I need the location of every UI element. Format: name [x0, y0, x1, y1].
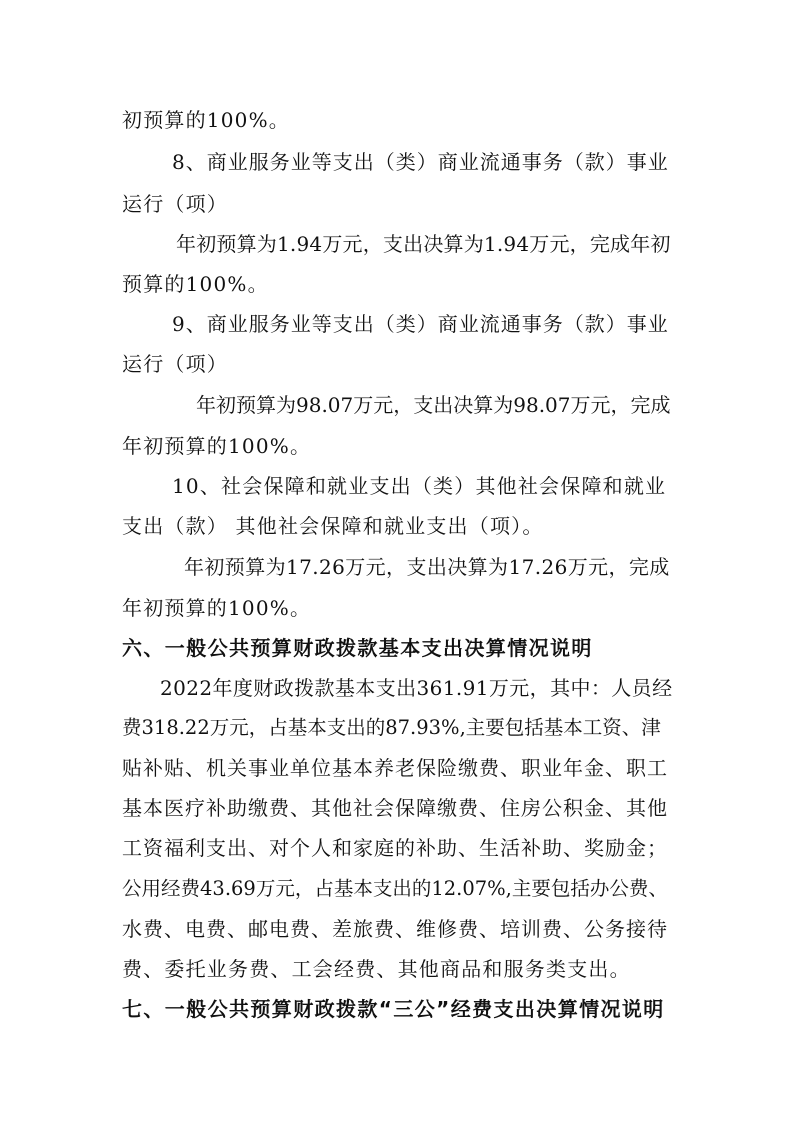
text-line: 支出（款） 其他社会保障和就业支出（项）。: [122, 514, 544, 538]
text-line: 工资福利支出、对个人和家庭的补助、生活补助、奖励金；: [122, 836, 668, 860]
text-line: 年初预算的100%。: [122, 434, 312, 458]
section-heading-6: 六、一般公共预算财政拨款基本支出决算情况说明: [122, 636, 593, 660]
section-heading-7: 七、一般公共预算财政拨款“三公”经费支出决算情况说明: [122, 997, 665, 1021]
text-line: 初预算的100%。: [122, 108, 290, 132]
text-line: 运行（项）: [122, 352, 228, 376]
text-line: 9、商业服务业等支出（类）商业流通事务（款）事业: [172, 312, 669, 336]
text-line: 费、委托业务费、工会经费、其他商品和服务类支出。: [122, 957, 631, 981]
text-line: 运行（项）: [122, 192, 228, 216]
text-line: 基本医疗补助缴费、其他社会保障缴费、住房公积金、其他: [122, 796, 668, 820]
text-line: 年初预算为98.07万元，支出决算为98.07万元，完成: [196, 393, 671, 417]
text-line: 年初预算为1.94万元，支出决算为1.94万元，完成年初: [176, 232, 671, 256]
text-line: 年初预算的100%。: [122, 596, 312, 620]
text-line: 10、社会保障和就业支出（类）其他社会保障和就业: [172, 474, 667, 498]
text-line: 贴补贴、机关事业单位基本养老保险缴费、职业年金、职工: [122, 756, 668, 780]
text-line: 预算的100%。: [122, 272, 269, 296]
text-line: 8、商业服务业等支出（类）商业流通事务（款）事业: [172, 150, 669, 174]
text-line: 2022年度财政拨款基本支出361.91万元，其中：人员经: [160, 676, 673, 700]
text-line: 公用经费43.69万元，占基本支出的12.07%,主要包括办公费、: [122, 877, 668, 900]
text-line: 水费、电费、邮电费、差旅费、维修费、培训费、公务接待: [122, 917, 668, 941]
text-line: 费318.22万元，占基本支出的87.93%,主要包括基本工资、津: [122, 716, 661, 739]
text-line: 年初预算为17.26万元，支出决算为17.26万元，完成: [184, 555, 670, 579]
